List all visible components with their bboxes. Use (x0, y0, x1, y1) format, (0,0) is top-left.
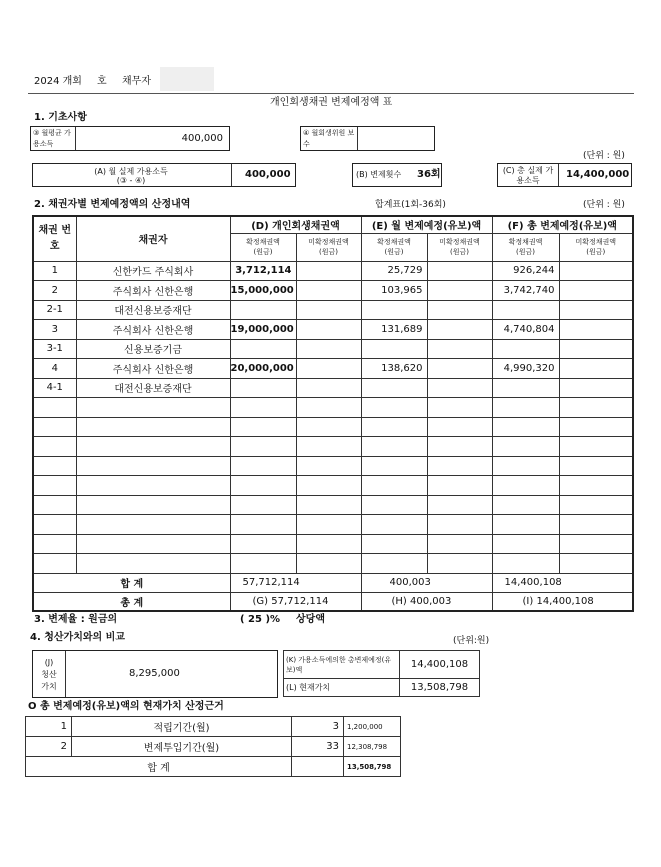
cell-d2 (296, 261, 361, 281)
table-row (33, 378, 633, 398)
cell-creditor (76, 554, 230, 574)
cell-no: 4-1 (33, 378, 76, 398)
table-row (33, 456, 633, 476)
cell-no: 2-1 (33, 300, 76, 320)
section3-rate: ( 25 )% (240, 614, 281, 625)
cell-f2 (559, 378, 633, 398)
cell-creditor: 신용보증기금 (76, 339, 230, 359)
cell-d1 (230, 554, 296, 574)
cell-no: 4 (33, 359, 76, 379)
cell-e1: 138,620 (361, 359, 427, 379)
c-value: 14,400,000 (566, 169, 630, 180)
cell-e2 (427, 437, 492, 457)
commissioner-fee-divider (357, 127, 358, 150)
pv-sum-empty (292, 757, 344, 777)
f-confirmed-label: 확정채권액 (508, 238, 543, 246)
total-h: (H) 400,003 (361, 592, 492, 611)
table-row (33, 320, 633, 340)
total-row (33, 592, 633, 611)
header-e-confirmed (361, 233, 427, 261)
sum-f: 14,400,108 (492, 573, 633, 592)
cell-e2 (427, 378, 492, 398)
cell-e1: 25,729 (361, 261, 427, 281)
cell-d2 (296, 398, 361, 418)
cell-e1 (361, 417, 427, 437)
cell-f1 (492, 398, 559, 418)
cell-f1 (492, 300, 559, 320)
f-confirmed-principal: (원금) (516, 248, 536, 256)
case-year: 2024 개회 (34, 76, 82, 87)
table-row (33, 437, 633, 457)
header-d-confirmed (230, 233, 296, 261)
cell-e2 (427, 476, 492, 496)
header-no-text: 채권 번호 (38, 224, 71, 252)
cell-f2 (559, 554, 633, 574)
d-unconfirmed-label: 미확정채권액 (308, 238, 349, 246)
cell-d1 (230, 476, 296, 496)
document-title: 개인회생채권 변제예정액 표 (270, 97, 393, 108)
cell-creditor: 신한카드 주식회사 (76, 261, 230, 281)
cell-no (33, 476, 76, 496)
cell-f1 (492, 495, 559, 515)
k-label: (K) 가용소득에의한 총변제예정(유보)액 (284, 651, 400, 679)
cell-d2 (296, 476, 361, 496)
section2-unit: (단위 : 원) (583, 200, 625, 210)
cell-e1 (361, 456, 427, 476)
cell-f2 (559, 300, 633, 320)
cell-e2 (427, 456, 492, 476)
cell-creditor (76, 515, 230, 535)
table-row (33, 281, 633, 301)
cell-d1 (230, 515, 296, 535)
cell-d1 (230, 339, 296, 359)
cell-f1 (492, 339, 559, 359)
cell-creditor (76, 417, 230, 437)
header-e: (E) 월 변제예정(유보)액 (361, 216, 492, 233)
cell-d1: 15,000,000 (230, 281, 296, 301)
j-label-3: 가치 (41, 682, 57, 691)
cell-e2 (427, 515, 492, 535)
a-box (32, 163, 296, 187)
c-divider (558, 164, 559, 186)
table-row (33, 359, 633, 379)
cell-d1: 3,712,114 (230, 261, 296, 281)
cell-d2 (296, 339, 361, 359)
sum-d: 57,712,114 (230, 573, 361, 592)
cell-d1 (230, 417, 296, 437)
a-divider (231, 164, 232, 186)
section5-title: O 총 변제예정(유보)액의 현재가치 산정근거 (28, 701, 224, 712)
j-label (33, 657, 65, 693)
cell-d2 (296, 300, 361, 320)
cell-f1: 926,244 (492, 261, 559, 281)
section4-title: 4. 청산가치와의 비교 (30, 632, 125, 643)
cell-no (33, 515, 76, 535)
cell-d2 (296, 495, 361, 515)
monthly-income-divider (75, 127, 76, 150)
cell-d1 (230, 437, 296, 457)
cell-d2 (296, 417, 361, 437)
cell-creditor (76, 456, 230, 476)
section4-unit: (단위:원) (453, 636, 490, 646)
cell-d2 (296, 378, 361, 398)
creditor-rows (33, 261, 633, 573)
pv-value: 1,200,000 (344, 717, 401, 737)
cell-no: 3-1 (33, 339, 76, 359)
cell-e2 (427, 300, 492, 320)
cell-e2 (427, 495, 492, 515)
section3-suffix: 상당액 (296, 614, 325, 625)
header-f: (F) 총 변제예정(유보)액 (492, 216, 633, 233)
cell-no (33, 456, 76, 476)
cell-d1 (230, 456, 296, 476)
sum-row (33, 573, 633, 592)
cell-no: 2 (33, 281, 76, 301)
cell-d1 (230, 300, 296, 320)
table-row (33, 339, 633, 359)
pv-sum-value: 13,508,798 (344, 757, 401, 777)
cell-creditor (76, 476, 230, 496)
cell-d1: 19,000,000 (230, 320, 296, 340)
pv-row (26, 717, 401, 737)
b-value: 36회 (417, 169, 441, 180)
cell-creditor: 대전신용보증재단 (76, 378, 230, 398)
j-divider (65, 651, 66, 697)
pv-months: 3 (292, 717, 344, 737)
pv-row (26, 737, 401, 757)
cell-creditor: 주식회사 신한은행 (76, 359, 230, 379)
cell-f2 (559, 456, 633, 476)
total-label: 총 계 (33, 592, 230, 611)
cell-d2 (296, 320, 361, 340)
cell-no: 1 (33, 261, 76, 281)
l-value: 13,508,798 (400, 679, 480, 697)
cell-f2 (559, 281, 633, 301)
kl-table (283, 650, 480, 697)
pv-no: 1 (26, 717, 72, 737)
pv-rows (26, 717, 401, 757)
cell-f1 (492, 476, 559, 496)
cell-e2 (427, 554, 492, 574)
cell-e1 (361, 476, 427, 496)
f-unconfirmed-principal: (원금) (586, 248, 606, 256)
j-label-2: 청산 (41, 670, 57, 679)
header-rule (28, 93, 634, 94)
cell-f1 (492, 437, 559, 457)
cell-f2 (559, 339, 633, 359)
cell-e2 (427, 417, 492, 437)
cell-f2 (559, 437, 633, 457)
total-g: (G) 57,712,114 (230, 592, 361, 611)
header-creditor: 채권자 (76, 216, 230, 261)
pv-months: 33 (292, 737, 344, 757)
cell-no (33, 495, 76, 515)
header-d-unconfirmed (296, 233, 361, 261)
cell-f1 (492, 456, 559, 476)
d-confirmed-label: 확정채권액 (246, 238, 280, 246)
cell-no (33, 534, 76, 554)
cell-e2 (427, 398, 492, 418)
cell-f1 (492, 534, 559, 554)
cell-d2 (296, 534, 361, 554)
cell-f2 (559, 534, 633, 554)
sum-label: 합 계 (33, 573, 230, 592)
cell-e2 (427, 534, 492, 554)
monthly-income-label: ③ 월평균 가용소득 (33, 129, 71, 148)
cell-no (33, 437, 76, 457)
section1-unit: (단위 : 원) (583, 151, 625, 161)
b-label: (B) 변제횟수 (356, 170, 402, 179)
monthly-income-box (30, 126, 230, 151)
j-value: 8,295,000 (129, 668, 180, 679)
j-box (32, 650, 278, 698)
cell-d1 (230, 495, 296, 515)
cell-e1 (361, 515, 427, 535)
cell-f1 (492, 378, 559, 398)
cell-e1 (361, 398, 427, 418)
cell-no (33, 398, 76, 418)
cell-f2 (559, 417, 633, 437)
f-unconfirmed-label: 미확정채권액 (575, 238, 617, 246)
table-row (33, 398, 633, 418)
cell-e1 (361, 339, 427, 359)
cell-f2 (559, 476, 633, 496)
a-value: 400,000 (245, 169, 291, 180)
cell-f1: 4,740,804 (492, 320, 559, 340)
cell-f1: 3,742,740 (492, 281, 559, 301)
cell-no (33, 554, 76, 574)
cell-e2 (427, 281, 492, 301)
cell-d2 (296, 554, 361, 574)
cell-creditor (76, 398, 230, 418)
cell-e1 (361, 554, 427, 574)
section2-title: 2. 채권자별 변제예정액의 산정내역 (34, 199, 191, 210)
cell-e1 (361, 300, 427, 320)
cell-f1 (492, 554, 559, 574)
pv-label: 변제투입기간(월) (72, 737, 292, 757)
cell-d1 (230, 378, 296, 398)
cell-no (33, 417, 76, 437)
header-f-unconfirmed (559, 233, 633, 261)
cell-f1: 4,990,320 (492, 359, 559, 379)
cell-e1 (361, 534, 427, 554)
case-ho: 호 (97, 76, 107, 87)
header-d: (D) 개인회생채권액 (230, 216, 361, 233)
e-unconfirmed-principal: (원금) (450, 248, 470, 256)
commissioner-fee-box (300, 126, 435, 151)
e-unconfirmed-label: 미확정채권액 (439, 238, 480, 246)
header-row-1 (33, 216, 633, 233)
l-row (284, 679, 480, 697)
cell-f2 (559, 320, 633, 340)
cell-e2 (427, 359, 492, 379)
cell-e1: 103,965 (361, 281, 427, 301)
header-e-unconfirmed (427, 233, 492, 261)
pv-table (25, 716, 401, 777)
cell-f2 (559, 261, 633, 281)
table-row (33, 515, 633, 535)
pv-sum-row (26, 757, 401, 777)
sum-e: 400,003 (361, 573, 492, 592)
cell-creditor: 주식회사 신한은행 (76, 320, 230, 340)
cell-d2 (296, 515, 361, 535)
cell-e2 (427, 339, 492, 359)
d-confirmed-principal: (원금) (253, 248, 273, 256)
k-row (284, 651, 480, 679)
cell-d2 (296, 281, 361, 301)
redacted-debtor-name (160, 67, 214, 91)
cell-no: 3 (33, 320, 76, 340)
section1-title: 1. 기초사항 (34, 112, 87, 123)
cell-e1: 131,689 (361, 320, 427, 340)
cell-creditor (76, 437, 230, 457)
cell-d1 (230, 398, 296, 418)
header-f-confirmed (492, 233, 559, 261)
cell-f2 (559, 359, 633, 379)
table-row (33, 495, 633, 515)
cell-creditor: 주식회사 신한은행 (76, 281, 230, 301)
c-label: (C) 총 실제 가용소득 (502, 166, 554, 185)
total-i: (I) 14,400,108 (492, 592, 633, 611)
cell-f2 (559, 495, 633, 515)
table-row (33, 300, 633, 320)
cell-creditor (76, 495, 230, 515)
cell-f1 (492, 515, 559, 535)
b-box (352, 163, 442, 187)
a-formula: (③ - ④) (116, 176, 146, 185)
a-label: (A) 월 실제 가용소득 (94, 167, 168, 176)
k-value: 14,400,108 (400, 651, 480, 679)
cell-f2 (559, 515, 633, 535)
e-confirmed-principal: (원금) (384, 248, 404, 256)
table-row (33, 476, 633, 496)
cell-f1 (492, 417, 559, 437)
cell-d2 (296, 437, 361, 457)
cell-f2 (559, 398, 633, 418)
pv-value: 12,308,798 (344, 737, 401, 757)
cell-e1 (361, 495, 427, 515)
cell-d1 (230, 534, 296, 554)
cell-d2 (296, 456, 361, 476)
j-label-1: (J) (44, 658, 54, 667)
creditor-table (32, 215, 634, 612)
cell-d1: 20,000,000 (230, 359, 296, 379)
table-row (33, 554, 633, 574)
l-label: (L) 현재가치 (284, 679, 400, 697)
cell-e2 (427, 261, 492, 281)
commissioner-fee-label: ④ 월회생위원 보수 (303, 129, 355, 148)
cell-creditor (76, 534, 230, 554)
cell-e1 (361, 378, 427, 398)
table-row (33, 417, 633, 437)
cell-d2 (296, 359, 361, 379)
e-confirmed-label: 확정채권액 (377, 238, 411, 246)
d-unconfirmed-principal: (원금) (319, 248, 338, 256)
header-no (33, 216, 76, 261)
pv-label: 적립기간(월) (72, 717, 292, 737)
cell-e1 (361, 437, 427, 457)
section3-title: 3. 변제율 : 원금의 (34, 614, 118, 625)
table-row (33, 261, 633, 281)
cell-e2 (427, 320, 492, 340)
cell-creditor: 대전신용보증재단 (76, 300, 230, 320)
pv-sum-label: 합 계 (26, 757, 292, 777)
c-box (497, 163, 632, 187)
pv-no: 2 (26, 737, 72, 757)
table-row (33, 534, 633, 554)
monthly-income-value: 400,000 (181, 133, 223, 144)
debtor-label: 채무자 (122, 76, 151, 87)
section2-summary-note: 합계표(1회-36회) (375, 200, 446, 210)
